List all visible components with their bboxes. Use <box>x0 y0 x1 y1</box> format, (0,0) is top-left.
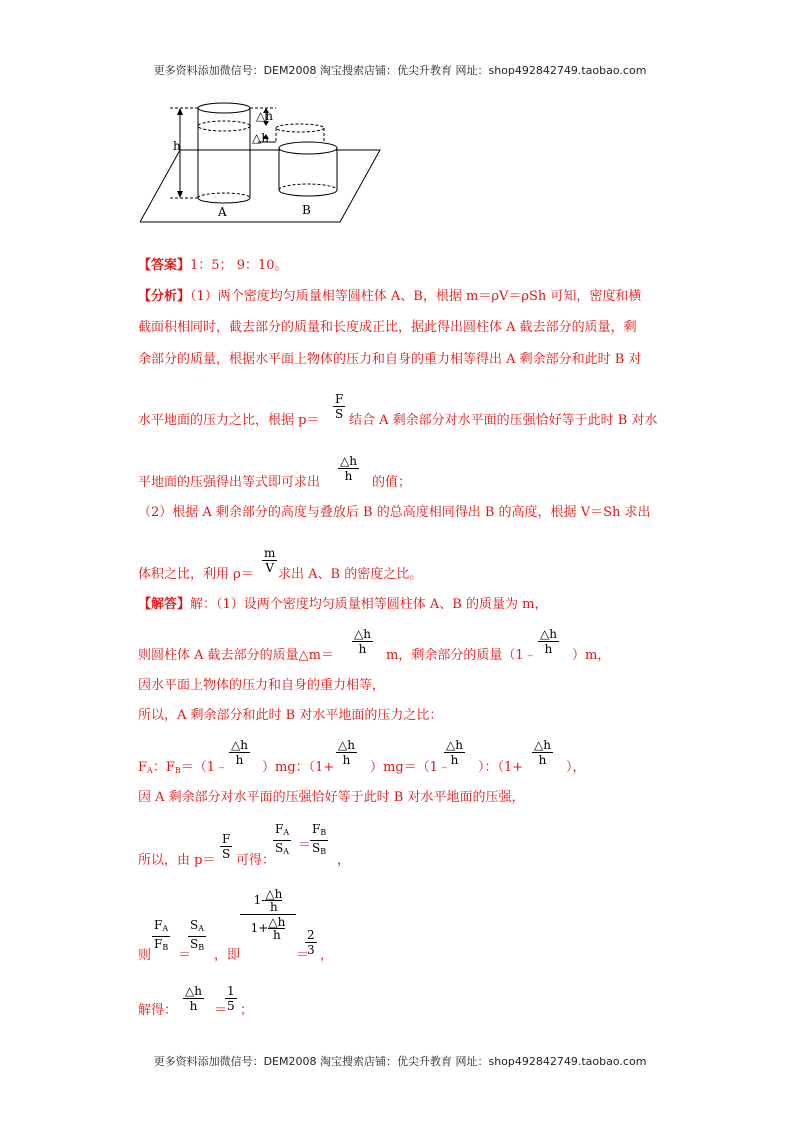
frac-num: F <box>335 392 344 406</box>
fa-sub: A <box>147 766 153 775</box>
solution-line-5-p2: ）mg：（1+ <box>262 760 335 775</box>
solution-line-7b: 可得： <box>236 853 276 868</box>
frac-num: △h <box>534 738 551 752</box>
analysis-text-1: （1）两个密度均匀质量相等圆柱体 A、B，根据 m＝ρV＝ρSh 可知，密度和横 <box>190 289 642 304</box>
one-minus: 1- <box>253 893 266 907</box>
sb: S <box>190 937 199 951</box>
sub-b: B <box>320 828 327 837</box>
analysis-tag: 【分析】 <box>138 289 191 304</box>
fb-symbol: ：F <box>152 760 175 775</box>
analysis-line-5b: 的值； <box>372 475 412 490</box>
frac-den: S <box>335 407 344 421</box>
fraction-dh-over-h <box>229 738 250 767</box>
solution-line-9c: ； <box>240 1003 254 1018</box>
frac-den: h <box>272 928 281 942</box>
fraction-dh-over-h <box>444 738 465 767</box>
solution-line-8d: ＝ <box>296 948 310 963</box>
sa: S <box>275 841 284 855</box>
frac-num: F <box>222 832 231 846</box>
fraction-f-over-s <box>220 832 232 861</box>
frac-den: 3 <box>307 943 315 957</box>
frac-den: h <box>538 753 547 767</box>
frac-den: h <box>342 753 351 767</box>
solution-text-1: 解：（1）设两个密度均匀质量相等圆柱体 A、B 的质量为 m， <box>190 597 548 612</box>
analysis-line-7b: 求出 A、B 的密度之比。 <box>278 567 423 582</box>
analysis-line-2: 截面积相同时，截去部分的质量和长度成正比，据此得出圆柱体 A 截去部分的质量，剩 <box>138 320 637 335</box>
frac-num: △h <box>231 738 248 752</box>
analysis-line-3: 余部分的质量，根据水平面上物体的压力和自身的重力相等得出 A 剩余部分和此时 B 对 <box>138 352 642 367</box>
fb: F <box>154 937 163 951</box>
frac-den: h <box>450 753 459 767</box>
solution-line-8a: 则 <box>138 948 152 963</box>
analysis-line-7a: 体积之比，利用 ρ＝ <box>138 567 254 582</box>
frac-num: △h <box>340 454 357 468</box>
cylinder-figure <box>140 98 400 224</box>
sub-b: B <box>320 847 327 856</box>
solution-line-3: 因水平面上物体的压力和自身的重力相等， <box>138 678 386 693</box>
fraction-dh-over-h <box>183 984 204 1013</box>
sub-a: A <box>283 828 290 837</box>
sa: S <box>190 918 199 932</box>
frac-den: h <box>358 642 367 656</box>
frac-num: m <box>264 546 276 560</box>
answer-tag: 【答案】 <box>138 258 191 273</box>
fraction-f-over-s <box>333 392 345 421</box>
solution-line-7d: ， <box>337 853 351 868</box>
figure-label-b: B <box>302 203 311 217</box>
solution-line-8e: ， <box>320 948 334 963</box>
fraction-dh-over-h <box>336 738 357 767</box>
answer-text: 1：5； 9：10。 <box>190 258 288 273</box>
figure-label-a: A <box>218 205 227 219</box>
solution-line-9b: ＝ <box>214 1003 228 1018</box>
fraction-dh-over-h <box>538 627 559 656</box>
analysis-line-4a: 水平地面的压力之比，根据 p＝ <box>138 413 320 428</box>
solution-line-2c: ）m， <box>572 648 611 663</box>
fraction-fa-over-fb <box>152 918 170 955</box>
page-header: 更多资料添加微信号：DEM2008 淘宝搜索店铺：优尖升教育 网址：shop492842749.taobao.com <box>153 64 647 77</box>
frac-den: h <box>269 900 278 914</box>
fraction-1-over-5 <box>225 984 237 1013</box>
answer-line <box>138 258 288 274</box>
frac-den: V <box>265 561 275 575</box>
frac-den: h <box>235 753 244 767</box>
fa: F <box>154 918 163 932</box>
fraction-sa-over-sb <box>188 918 206 955</box>
analysis-line-4b: 结合 A 剩余部分对水平面的压强恰好等于此时 B 对水 <box>349 413 658 428</box>
frac-num: 1 <box>227 984 235 998</box>
page-footer: 更多资料添加微信号：DEM2008 淘宝搜索店铺：优尖升教育 网址：shop492842749.taobao.com <box>153 1055 647 1068</box>
analysis-line-5a: 平地面的压强得出等式即可求出 <box>138 475 321 490</box>
solution-line-5-p3: ）mg＝（1﹣ <box>370 760 451 775</box>
sub-a: A <box>162 924 169 933</box>
solution-line-8c: ，即 <box>214 948 241 963</box>
frac-den: h <box>544 642 553 656</box>
fa: F <box>275 822 284 836</box>
solution-line-7a: 所以，由 p＝ <box>138 853 216 868</box>
fraction-fa-over-sa <box>273 822 291 859</box>
fraction-dh-over-h <box>532 738 553 767</box>
fraction-fb-over-sb <box>310 822 328 859</box>
compound-fraction <box>240 888 296 941</box>
sub-a: A <box>283 847 290 856</box>
fb: F <box>312 822 321 836</box>
sb: S <box>312 841 321 855</box>
figure-label-h: h <box>173 139 181 153</box>
frac-num: 2 <box>307 928 315 942</box>
frac-num: △h <box>540 627 557 641</box>
frac-den: h <box>189 999 198 1013</box>
solution-line-2a: 则圆柱体 A 截去部分的质量△m＝ <box>138 648 334 663</box>
frac-num: △h <box>268 915 286 929</box>
solution-line-4: 所以，A 剩余部分和此时 B 对水平地面的压力之比： <box>138 708 443 723</box>
solution-line-5-start <box>138 760 228 779</box>
solution-tag: 【解答】 <box>138 597 191 612</box>
fb-sub: B <box>174 766 181 775</box>
solution-line-8b: ＝ <box>178 948 192 963</box>
sub-b: B <box>198 943 205 952</box>
sub-b: B <box>162 943 169 952</box>
frac-den: S <box>222 847 231 861</box>
fraction-dh-over-h <box>352 627 373 656</box>
solution-line-7c: ＝ <box>298 838 312 853</box>
analysis-line-1 <box>138 289 641 305</box>
solution-line-6: 因 A 剩余部分对水平面的压强恰好等于此时 B 对水平地面的压强， <box>138 790 525 805</box>
fraction-2-over-3 <box>305 928 317 957</box>
figure-label-dh-mid: △h <box>252 131 269 145</box>
solution-line-9a: 解得： <box>138 1003 178 1018</box>
analysis-line-6: （2）根据 A 剩余部分的高度与叠放后 B 的总高度相同得出 B 的高度，根据 V＝Sh 求出 <box>138 505 651 520</box>
fa-symbol: F <box>138 760 148 775</box>
frac-num: △h <box>185 984 202 998</box>
paren-1: ＝（1﹣ <box>180 760 229 775</box>
one-plus: 1+ <box>250 921 269 935</box>
frac-num: △h <box>354 627 371 641</box>
solution-line-1 <box>138 597 547 613</box>
solution-line-5-p4: ）：（1+ <box>478 760 524 775</box>
frac-num: △h <box>338 738 355 752</box>
frac-den: 5 <box>227 999 235 1013</box>
frac-den: h <box>344 469 353 483</box>
sub-a: A <box>198 924 205 933</box>
frac-num: △h <box>265 887 283 901</box>
solution-line-5-p5: ）， <box>566 760 586 775</box>
figure-label-dh-top: △h <box>256 109 273 123</box>
fraction-dh-over-h <box>338 454 359 483</box>
solution-line-2b: m，剩余部分的质量（1﹣ <box>386 648 537 663</box>
frac-num: △h <box>446 738 463 752</box>
fraction-m-over-v <box>262 546 277 575</box>
